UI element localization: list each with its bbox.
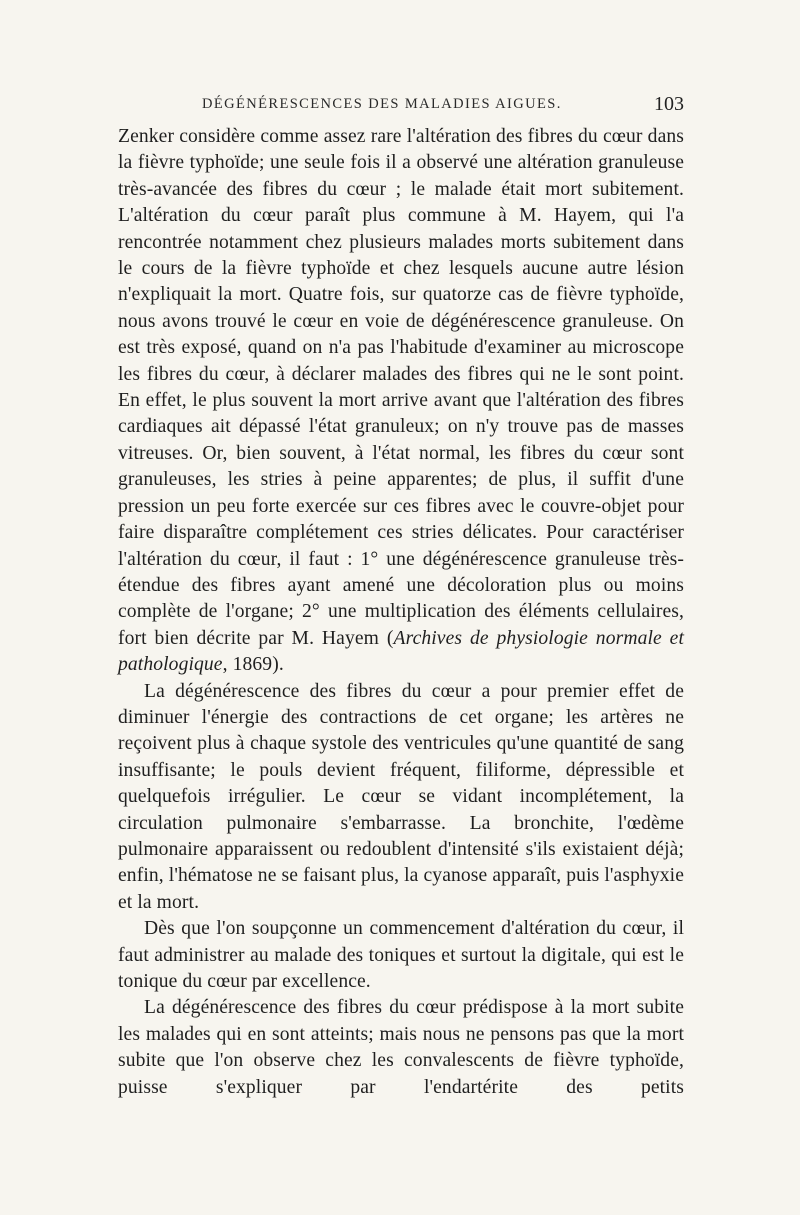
running-head <box>118 93 684 120</box>
paragraph-effects: La dégénérescence des fibres du cœur a pour premier effet de diminuer l'énergie des contractions de cet organe; les artères ne reçoivent plus à chaque systole des ventricules qu'une quantité de sang insuffisante; le pouls devient fréquent, filiforme, dépressible et quelquefois irrégulier. Le cœur se vidant incomplétement, la circulation pulmonaire s'embarrasse. La bronchite, l'œdème pulmonaire apparaissent ou redoublent d'intensité s'ils existaient déjà; enfin, l'hématose ne se faisant plus, la cyanose apparaît, puis l'asphyxie et la mort. <box>118 680 684 913</box>
paragraph-zenker-end: , 1869). <box>222 654 284 676</box>
running-title: DÉGÉNÉRESCENCES DES MALADIES AIGUES. <box>202 96 562 112</box>
paragraph-sudden-death: La dégénérescence des fibres du cœur prédispose à la mort subite les malades qui en sont atteints; mais nous ne pensons pas que la mort subite que l'on observe chez les convalescents de fièvre typhoïde, puisse s'expliquer par l'endartérite des petits <box>118 997 684 1098</box>
body-text <box>118 124 684 1101</box>
citation-archives: Archives de physiologie normale et pathologique <box>118 627 685 676</box>
paragraph-zenker <box>118 124 684 679</box>
paragraph-zenker-text: Zenker considère comme assez rare l'altération des fibres du cœur dans la fièvre typhoïde; une seule fois il a observé une altération granuleuse très-avancée des fibres du cœur ; le malade était mort subitement. L'altération du cœur paraît plus commune à M. Hayem, qui l'a rencontrée notamment chez plusieurs malades morts subitement dans le cours de la fièvre typhoïde et chez lesquels aucune autre lésion n'expliquait la mort. Quatre fois, sur quatorze cas de fièvre typhoïde, nous avons trouvé le cœur en voie de dégénérescence granuleuse. On est très exposé, quand on n'a pas l'habitude d'examiner au microscope les fibres du cœur, à déclarer malades des fibres qui ne le sont point. En effet, le plus souvent la mort arrive avant que l'altération des fibres cardiaques ait dépassé l'état granuleux; on n'y trouve pas de masses vitreuses. Or, bien souvent, à l'état normal, les fibres du cœur sont granuleuses, les stries à peine apparentes; de plus, il suffit d'une pression un peu forte exercée sur ces fibres avec le couvre-objet pour faire disparaître complétement ces stries délicates. Pour caractériser l'altération du cœur, il faut : 1° une dégénérescence granuleuse très-étendue des fibres ayant amené une décoloration plus ou moins complète de l'organe; 2° une multiplication des éléments cellulaires, fort bien décrite par M. Hayem ( <box>118 126 684 649</box>
page-number: 103 <box>654 93 684 115</box>
paragraph-treatment: Dès que l'on soupçonne un commencement d'altération du cœur, il faut administrer au malade des toniques et surtout la digitale, qui est le tonique du cœur par excellence. <box>118 918 684 992</box>
